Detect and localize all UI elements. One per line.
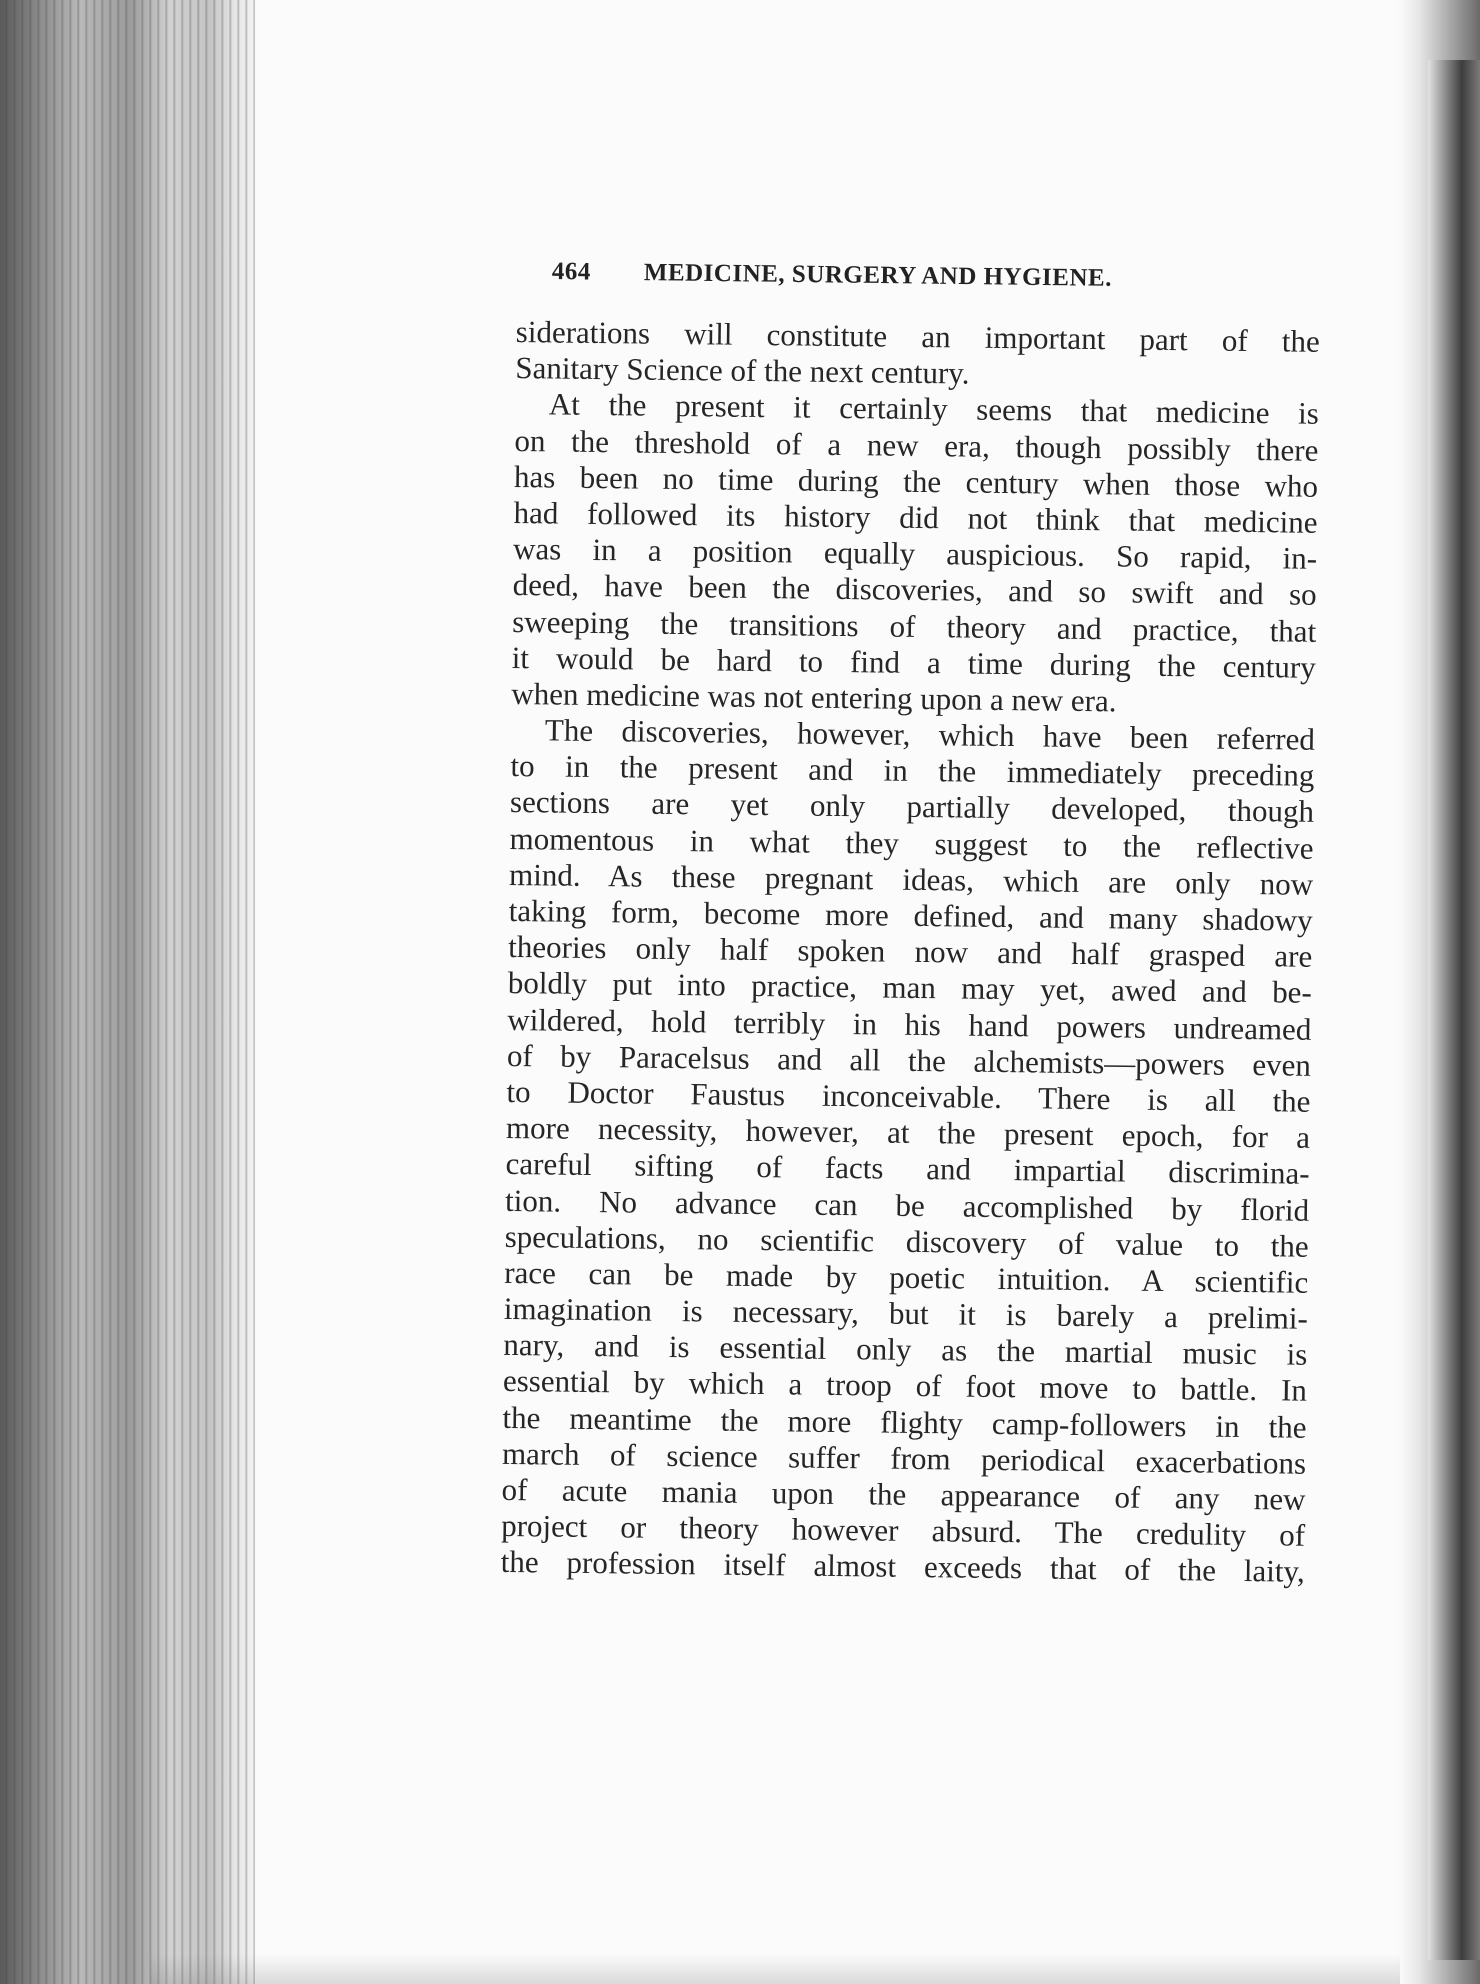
body-text [501, 314, 1320, 1590]
text-line: mind. As these pregnant ideas, which are only now [508, 856, 1314, 902]
text-line: it would be hard to find a time during the century [511, 639, 1316, 685]
text-line: has been no time during the century when those who [513, 458, 1319, 504]
text-line: careful sifting of facts and impartial discrimina- [505, 1146, 1310, 1192]
binding-shadow [1428, 60, 1480, 1960]
running-title: MEDICINE, SURGERY AND HYGIENE. [643, 259, 1113, 292]
text-line: march of science suffer from periodical exacerbations [501, 1435, 1307, 1481]
text-line: wildered, hold terribly in his hand powers undreamed [507, 1001, 1312, 1047]
text-line: project or theory however absurd. The credulity of [500, 1508, 1306, 1553]
text-line: sections are yet only partially developed, though [509, 784, 1315, 830]
text-line: of by Paracelsus and all the alchemists—powers even [506, 1037, 1312, 1083]
text-line: Sanitary Science of the next century. [515, 350, 970, 391]
text-line: theories only half spoken now and half grasped are [508, 929, 1313, 974]
text-line: speculations, no scientific discovery of value to the [504, 1218, 1309, 1264]
text-line: to Doctor Faustus inconceivable. There is all the [506, 1073, 1311, 1119]
text-line: nary, and is essential only as the martial music is [503, 1327, 1308, 1372]
text-line: the profession itself almost exceeds that of the laity, [500, 1544, 1305, 1590]
text-line: The discoveries, however, which have been referred [544, 712, 1316, 757]
text-line: to in the present and in the immediately preceding [510, 748, 1315, 794]
text-line: tion. No advance can be accomplished by florid [504, 1182, 1310, 1228]
page-edges [0, 0, 260, 1984]
text-line: imagination is necessary, but it is barely a prelimi- [503, 1290, 1309, 1336]
text-line: momentous in what they suggest to the reflective [509, 820, 1314, 866]
text-line: more necessity, however, at the present epoch, for a [505, 1110, 1311, 1155]
text-line: boldly put into practice, man may yet, awed and be- [507, 965, 1312, 1011]
text-line: sweeping the transitions of theory and practice, that [512, 603, 1317, 649]
text-line: deed, have been the discoveries, and so swift and so [512, 567, 1317, 613]
text-line: siderations will constitute an important part of the [515, 314, 1320, 359]
text-line: race can be made by poetic intuition. A scientific [504, 1254, 1309, 1300]
text-line: when medicine was not entering upon a new era. [511, 675, 1117, 719]
text-line: was in a position equally auspicious. So rapid, in- [512, 531, 1318, 576]
text-line: the meantime the more flighty camp-followers in the [502, 1399, 1307, 1445]
text-line: of acute mania upon the appearance of any new [501, 1471, 1306, 1517]
text-line: At the present it certainly seems that medicine is [548, 386, 1320, 432]
text-line: essential by which a troop of foot move to battle. In [502, 1363, 1308, 1409]
text-line: taking form, become more defined, and many shadowy [508, 892, 1313, 938]
page-number: 464 [551, 258, 591, 286]
text-line: had followed its history did not think that medicine [513, 494, 1318, 540]
text-line: on the threshold of a new era, though possibly there [514, 422, 1319, 468]
bottom-shadow [150, 1954, 1400, 1984]
